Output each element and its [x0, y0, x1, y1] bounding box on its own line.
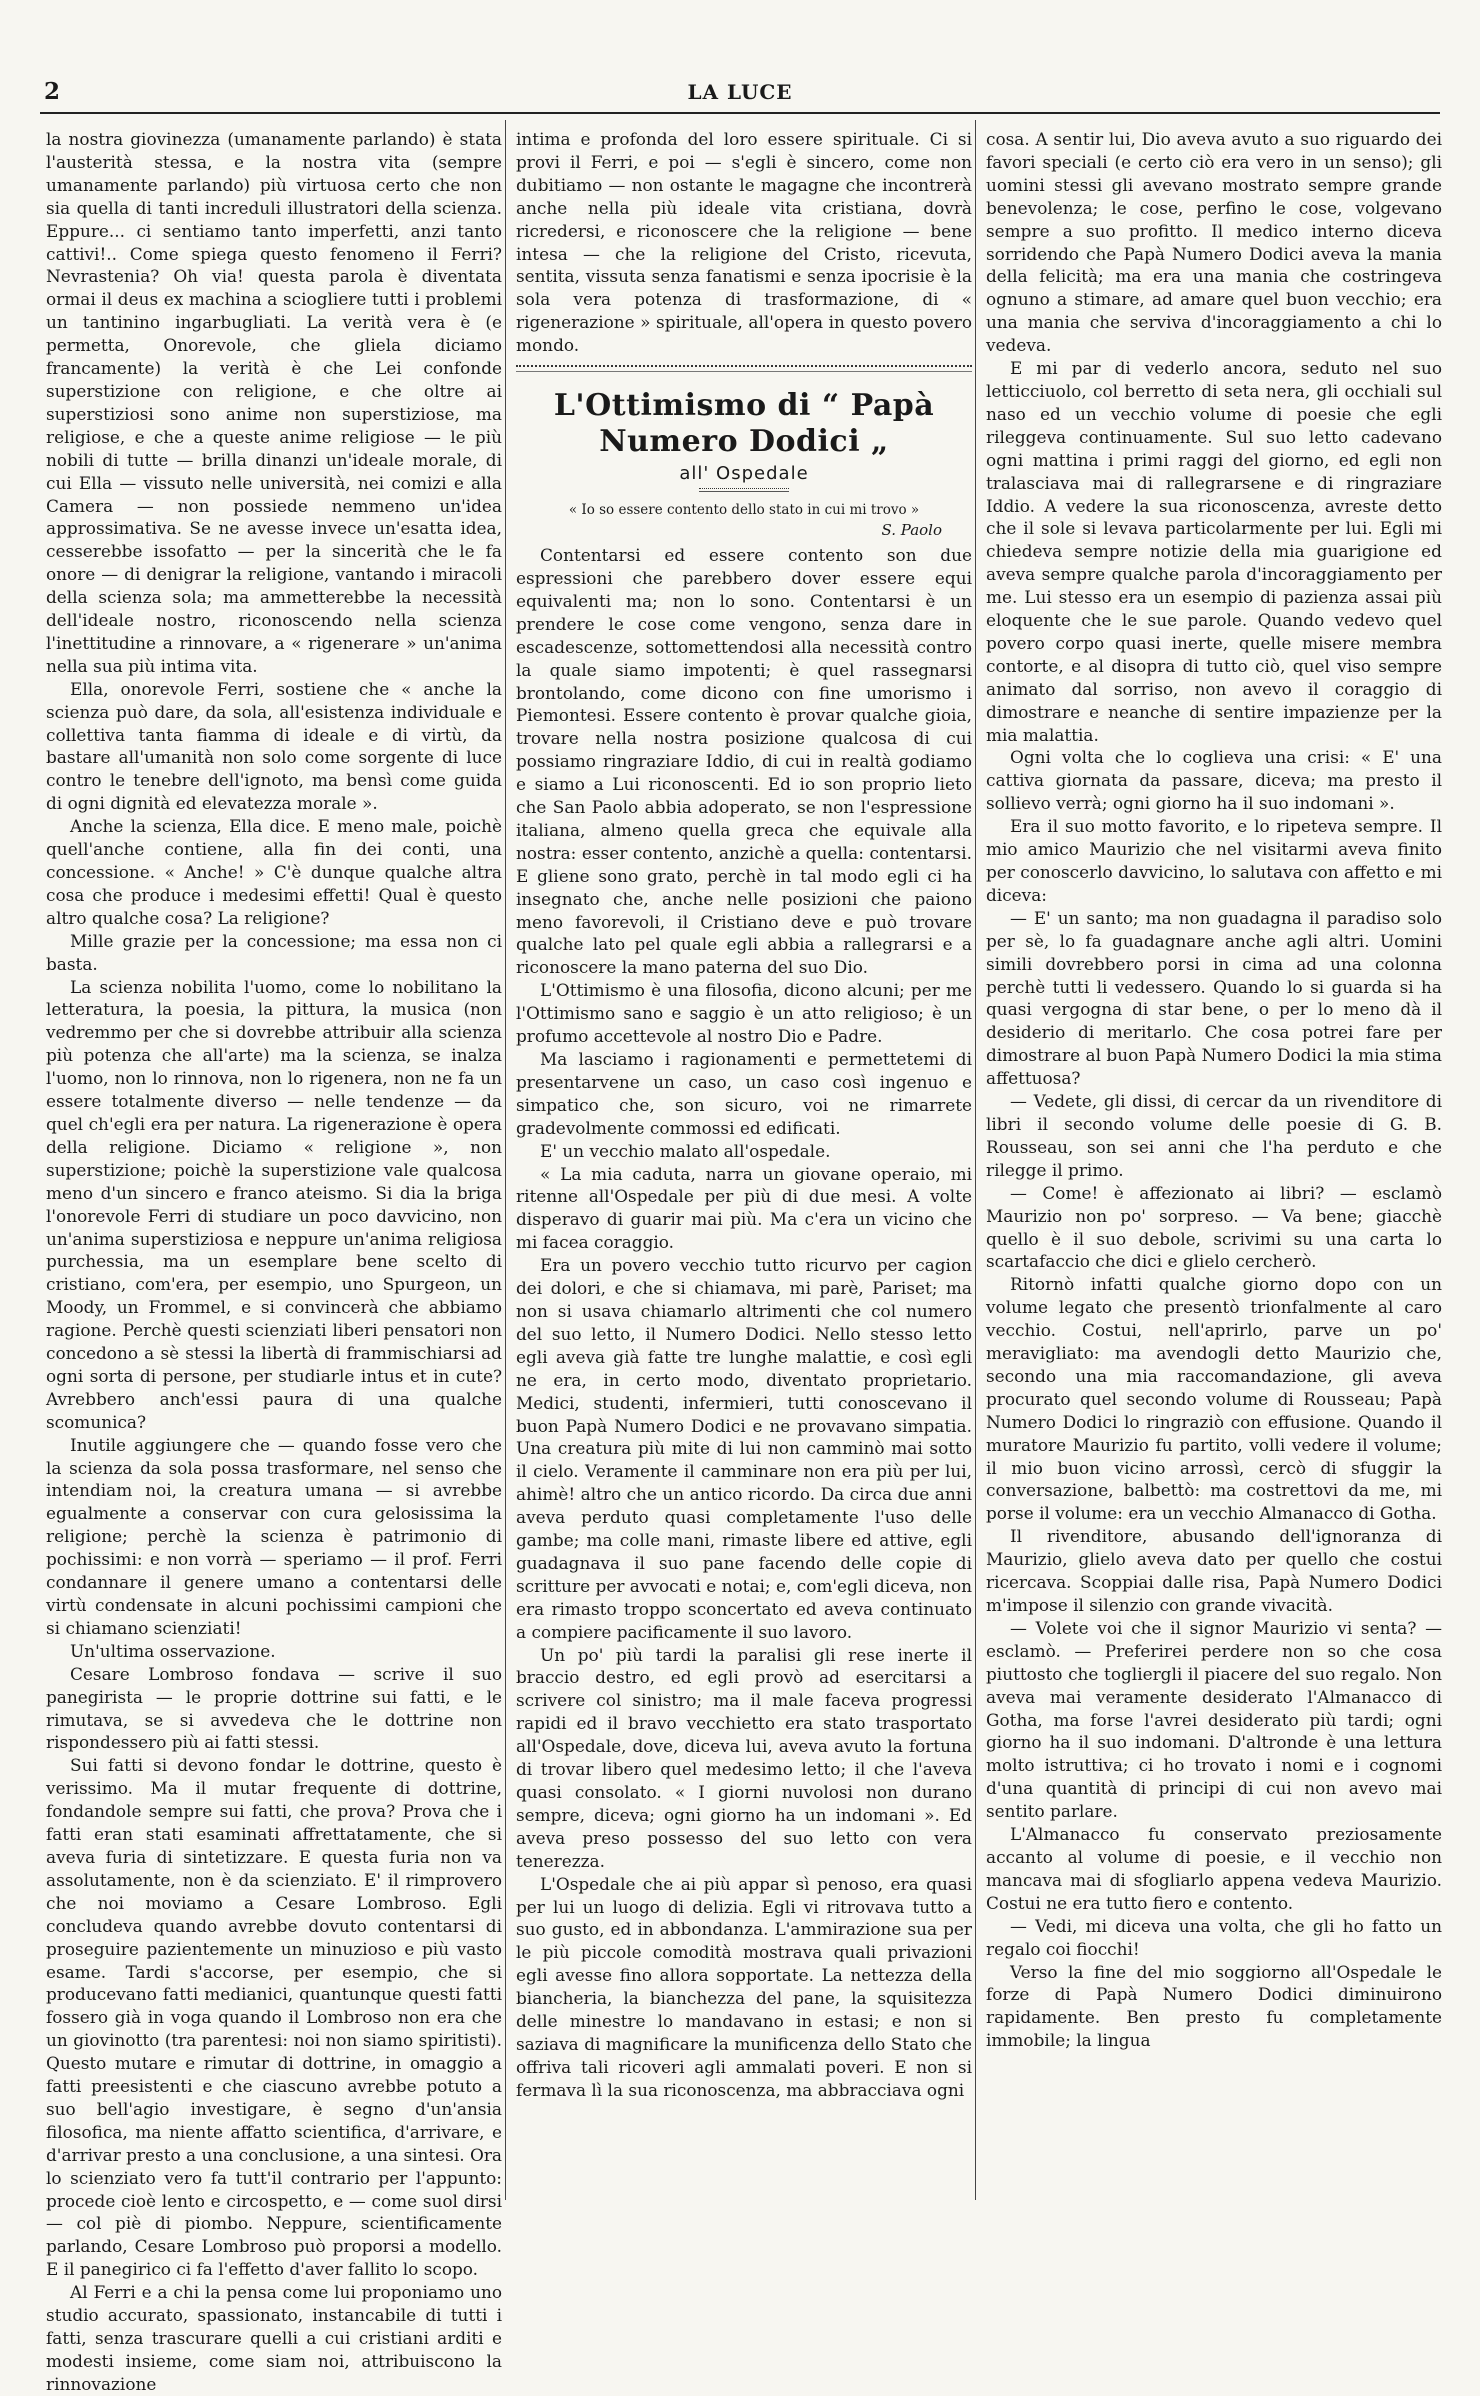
paragraph: L'Ospedale che ai più appar sì penoso, era quasi per lui un luogo di delizia. Egli vi ritrovava tutto a suo gusto, ed in abbondanza. L'ammirazione sua per le più piccole comodità mostrava quali privazioni egli avesse fino allora sopportate. La nettezza della biancheria, la bianchezza del pane, la squisitezza delle minestre lo mandavano in estasi; e non si saziava di magnificare la munificenza dello Stato che offriva tali ricoveri agli ammalati poveri. E non si fermava lì la sua riconoscenza, ma abbracciava ogni	[516, 1873, 972, 2100]
paragraph: Un po' più tardi la paralisi gli rese inerte il braccio destro, ed egli provò ad esercitarsi a scrivere col sinistro; ma il male faceva progressi rapidi ed il bravo vecchietto era stato trasportato all'Ospedale, dove, diceva lui, aveva avuto la fortuna di trovar libero quel medesimo letto; il che l'aveva quasi consolato. « I giorni nuvolosi non durano sempre, diceva; ogni giorno ha un indomani ». Ed aveva preso possesso del suo letto con vera tenerezza.	[516, 1644, 972, 1871]
paragraph: Contentarsi ed essere contento son due espressioni che parebbero dover essere equi equivalenti ma; non lo sono. Contentarsi è un prendere le cose come vengono, senza dare in escadescenze, sottomettendosi alla necessità contro la quale siamo impotenti; è quel rassegnarsi brontolando, come dicono con fine umorismo i Piemontesi. Essere contento è provar qualche gioia, trovare nella nostra posizione qualcosa di cui possiamo ringraziare Iddio, di cui in realtà godiamo e siamo a Lui riconoscenti. Ed io son proprio lieto che San Paolo abbia adoperato, se non l'espressione italiana, almeno quella greca che equivale alla nostra: esser contento, anzichè a quella: contentarsi. E gliene sono grato, perchè in tal modo egli ci ha insegnato che, anche nelle posizioni che paiono meno favorevoli, il Cristiano deve e può trovare qualche lato pel quale egli abbia a rallegrarsi e a riconoscere la mano paterna del suo Dio.	[516, 545, 972, 978]
newspaper-title: LA LUCE	[687, 80, 793, 104]
article-title: L'Ottimismo di “ Papà Numero Dodici „	[553, 388, 935, 460]
article-subtitle: all' Ospedale	[679, 463, 809, 485]
paragraph: — Vedete, gli dissi, di cercar da un rivenditore di libri il secondo volume delle poesie di G. B. Rousseau, son sei anni che l'ha perduto e che rilegge il primo.	[986, 1091, 1442, 1180]
paragraph: Ella, onorevole Ferri, sostiene che « anche la scienza può dare, da sola, all'esistenza individuale e collettiva tanta fiamma di ideale e di virtù, da bastare all'umanità non solo come sorgente di luce contro le tenebre dell'ignoto, ma bensì come guida di ogni dignità ed elevatezza morale ».	[46, 678, 502, 814]
paragraph: — Vedi, mi diceva una volta, che gli ho fatto un regalo coi fiocchi!	[986, 1915, 1442, 1959]
paragraph: Era il suo motto favorito, e lo ripeteva sempre. Il mio amico Maurizio che nel visitarmi aveva finito per conoscerlo davvicino, lo salutava con affetto e mi diceva:	[986, 816, 1442, 905]
paragraph: Verso la fine del mio soggiorno all'Ospedale le forze di Papà Numero Dodici diminuirono rapidamente. Ben presto fu completamente immobile; la lingua	[986, 1961, 1442, 2051]
paragraph: — E' un santo; ma non guadagna il paradiso solo per sè, lo fa guadagnare anche agli altri. Uomini simili dovrebbero porsi in cima ad una colonna perchè tutti li vedessero. Quando lo si guarda si ha quasi vergogna di star bene, o per lo meno dà il desiderio di meritarlo. Che cosa potrei fare per dimostrare al buon Papà Numero Dodici la mia stima affettuosa?	[986, 907, 1442, 1089]
paragraph: Ogni volta che lo coglieva una crisi: « E' una cattiva giornata da passare, diceva; ma presto il sollievo verrà; ogni giorno ha il suo indomani ».	[986, 747, 1442, 814]
paragraph: Ma lasciamo i ragionamenti e permettetemi di presentarvene un caso, un caso così ingenuo e simpatico che, son sicuro, voi ne rimarrete gradevolmente commossi ed edificati.	[516, 1049, 972, 1138]
epigraph-author: S. Paolo	[881, 521, 942, 540]
paragraph: Un'ultima osservazione.	[70, 1640, 276, 1661]
paragraph: E' un vecchio malato all'ospedale.	[540, 1140, 831, 1161]
paragraph: — Come! è affezionato ai libri? — esclamò Maurizio non po' sorpreso. — Va bene; giacchè quello è il suo debole, scrivimi su una carta lo scartafaccio che dici e glielo cercherò.	[986, 1182, 1442, 1272]
paragraph: Ritornò infatti qualche giorno dopo con un volume legato che presentò trionfalmente al caro vecchio. Costui, nell'aprirlo, parve un po' meravigliato: ma avendogli detto Maurizio che, secondo una mia raccomandazione, gli aveva procurato quel secondo volume di Rousseau; Papà Numero Dodici lo ringraziò con effusione. Quando il muratore Maurizio fu partito, volli vedere il volume; il mio buon vicino arrossì, cercò di sfuggir la conversazione, balbettò: ma costrettovi da me, mi porse il volume: era un vecchio Almanacco di Gotha.	[986, 1274, 1442, 1524]
paragraph: intima e profonda del loro essere spirituale. Ci si provi il Ferri, e poi — s'egli è sincero, come non dubitiamo — non ostante le magagne che incontrerà anche nella più ideale vita cristiana, dovrà ricredersi, e riconoscere che la religione — bene intesa — che la religione del Cristo, ricevuta, sentita, vissuta senza fanatismi e senza ipocrisie è la sola vera potenza di trasformazione, di « rigenerazione » spirituale, all'opera in questo povero mondo.	[516, 129, 972, 356]
paragraph: cosa. A sentir lui, Dio aveva avuto a suo riguardo dei favori speciali (e certo ciò era vero in un senso); gli uomini stessi gli avevano mostrato sempre grande benevolenza; le cose, perfino le cose, volgevano sempre a suo profitto. Il medico interno diceva sorridendo che Papà Numero Dodici aveva la mania della felicità; ma era una mania che costringeva ognuno a stimare, ad amare quel buon vecchio; era una mania che serviva d'incoraggiamento a chi lo vedeva.	[986, 129, 1442, 356]
paragraph: Anche la scienza, Ella dice. E meno male, poichè quell'anche contiene, alla fin dei conti, una concessione. « Anche! » C'è dunque qualche altra cosa che produce i medesimi effetti! Qual è questo altro qualche cosa? La religione?	[46, 816, 502, 928]
paragraph: La scienza nobilita l'uomo, come lo nobilitano la letteratura, la poesia, la pittura, la musica (non vedremmo per che si dovrebbe attribuir alla scienza più potenza che all'arte) ma la scienza, se inalza l'uomo, non lo rinnova, non lo rigenera, non ne fa un essere totalmente diverso — nelle tendenze — da quel ch'egli era per natura. La rigenerazione è opera della religione. Diciamo « religione », non superstizione; poichè la superstizione vale qualcosa meno d'un sincero e franco ateismo. Si dia la briga l'onorevole Ferri di studiare un poco davvicino, non un'anima superstiziosa e neppure un'anima religiosa purchessia, ma un esemplare bene scelto di cristiano, com'era, per esempio, uno Spurgeon, un Moody, un Frommel, e si convincerà che abbiamo ragione. Perchè questi scienziati liberi pensatori non concedono a sè stessi la libertà di frammischiarsi ad ogni sorta di persone, per studiarle intus et in cute? Avrebbero anch'essi paura di una qualche scomunica?	[46, 976, 502, 1432]
paragraph: Era un povero vecchio tutto ricurvo per cagion dei dolori, e che si chiamava, mi parè, Pariset; ma non si usava chiamarlo altrimenti che col numero del suo letto, il Numero Dodici. Nello stesso letto egli aveva già fatte tre lunghe malattie, e così egli ne era, in certo modo, diventato proprietario. Medici, studenti, infermieri, tutti conoscevano il buon Papà Numero Dodici e ne provavano simpatia. Una creatura più mite di lui non camminò mai sotto il cielo. Veramente il camminare non era più per lui, ahimè! altro che un antico ricordo. Da circa due anni aveva perduto quasi completamente l'uso delle gambe; ma colle mani, rimaste libere ed attive, egli guadagnava il suo pane facendo delle copie di scritture per avvocati e notai; e, com'egli diceva, non era rimasto troppo sconcertato ed aveva continuato a compiere pacificamente il suo lavoro.	[516, 1255, 972, 1642]
paragraph: Sui fatti si devono fondar le dottrine, questo è verissimo. Ma il mutar frequente di dottrine, fondandole sempre sui fatti, che prova? Prova che i fatti eran stati esaminati affrettatamente, che si aveva furia di sintetizzare. E questa furia non va assolutamente, non è da scienziato. E' il rimprovero che noi moviamo a Cesare Lombroso. Egli concludeva quando avrebbe dovuto contentarsi di proseguire pazientemente un minuzioso e più vasto esame. Tardi s'accorse, per esempio, che si producevano fatti medianici, quantunque questi fatti fossero già in voga quando il Lombroso non era che un giovinotto (tra parentesi: noi non siamo spiritisti). Questo mutare e rimutar di dottrine, in omaggio a fatti preesistenti e che ciascuno avrebbe potuto a suo bell'agio investigare, è segno d'un'ansia filosofica, ma niente affatto scientifica, d'arrivare, e d'arrivar presto a una conclusione, a una sintesi. Ora lo scienziato vero fa tutt'il contrario per l'appunto: procede cioè lento e circospetto, e — come suol dirsi — col piè di piombo. Neppure, scientificamente parlando, Cesare Lombroso può proporsi a modello. E il panegirico ci fa l'effetto d'aver fallito lo scopo.	[46, 1755, 502, 2280]
epigraph: « Io so essere contento dello stato in cui mi trovo »	[568, 502, 920, 519]
paragraph: Al Ferri e a chi la pensa come lui proponiamo uno studio accurato, spassionato, instancabile di tutti i fatti, senza trascurare quelli a cui cristiani arditi e modesti insieme, come siam noi, attribuiscono la rinnovazione	[46, 2282, 502, 2394]
paragraph: Inutile aggiungere che — quando fosse vero che la scienza da sola possa trasformare, nel senso che intendiam noi, la creatura umana — si avrebbe egualmente a conservar con cura gelosissima la religione; perchè la scienza è patrimonio di pochissimi: e non vorrà — speriamo — il prof. Ferri condannare il genere umano a contentarsi delle virtù condensate in alcuni pochissimi campioni che si chiamano scienziati!	[46, 1434, 502, 1638]
paragraph: L'Ottimismo è una filosofia, dicono alcuni; per me l'Ottimismo sano e saggio è un atto religioso; è un profumo accettevole al nostro Dio e Padre.	[516, 980, 972, 1047]
page-header	[40, 78, 1440, 114]
paragraph: — Volete voi che il signor Maurizio vi senta? — esclamò. — Preferirei perdere non so che cosa piuttosto che togliergli il piacere del suo regalo. Non aveva mai veramente desiderato l'Almanacco di Gotha, ma forse l'avrei desiderato più tardi; ogni giorno ha il suo indomani. D'altronde è una lettura molto istruttiva; ci ho trovato i nomi e i cognomi d'una quantità di principi di cui non avevo mai sentito parlare.	[986, 1617, 1442, 1822]
page-number: 2	[44, 78, 61, 105]
column-rule	[505, 120, 506, 2200]
column-rule	[975, 120, 976, 2200]
title-ornament	[699, 488, 789, 492]
paragraph: la nostra giovinezza (umanamente parlando) è stata l'austerità stessa, e la nostra vita (sempre umanamente parlando) più virtuosa certo che non sia quella di tanti increduli illustratori della scienza. Eppure... ci sentiamo tanto imperfetti, anzi tanto cattivi!.. Come spiega questo fenomeno il Ferri? Nevrastenia? Oh via! questa parola è diventata ormai il deus ex machina a sciogliere tutti i problemi un tantinino ingarbugliati. La verità vera è (e permetta, Onorevole, che gliela diciamo francamente) la verità è che Lei confonde superstizione con religione, e che oltre ai superstiziosi sono anime non superstiziose, ma religiose, e che a queste anime religiose — le più nobili di tutte — brilla dinanzi un'ideale morale, di cui Ella — vissuto nelle università, nei comizi e alla Camera — non possiede nemmeno un'idea approssimativa. Se ne avesse invece un'esatta idea, cesserebbe issofatto — per la sincerità che le fa onore — di denigrar la religione, vantando i miracoli della scienza sola; ma ammetterebbe la necessità dell'ideale nostro, riconoscendo nella scienza l'inettitudine a rinnovare, a « rigenerare » un'anima nella sua più intima vita.	[46, 129, 502, 676]
section-divider	[516, 365, 972, 372]
paragraph: Cesare Lombroso fondava — scrive il suo panegirista — le proprie dottrine sui fatti, e le rimutava, se si avvedeva che le dottrine non rispondessero più ai fatti stessi.	[46, 1663, 502, 1753]
paragraph: L'Almanacco fu conservato preziosamente accanto al volume di poesie, e il vecchio non mancava mai di sfogliarlo appena vedeva Maurizio. Costui ne era tutto fiero e contento.	[986, 1824, 1442, 1913]
paragraph: Mille grazie per la concessione; ma essa non ci basta.	[46, 930, 502, 974]
column-1	[46, 128, 502, 2394]
column-2	[516, 128, 972, 2203]
paragraph: Il rivenditore, abusando dell'ignoranza di Maurizio, glielo aveva dato per quello che costui ricercava. Scoppiai dalle risa, Papà Numero Dodici m'impose il silenzio con grande vivacità.	[986, 1526, 1442, 1615]
paragraph: « La mia caduta, narra un giovane operaio, mi ritenne all'Ospedale per più di due mesi. A volte disperavo di guarir mai più. Ma c'era un vicino che mi facea coraggio.	[516, 1163, 972, 1253]
column-3	[986, 128, 1442, 2203]
paragraph: E mi par di vederlo ancora, seduto nel suo letticciuolo, col berretto di seta nera, gli occhiali sul naso ed un vecchio volume di poesie che egli rileggeva continuamente. Sul suo letto cadevano ogni mattina i primi raggi del giorno, ed egli non tralasciava mai di rallegrarsene e di ringraziare Iddio. A vedere la sua riconoscenza, avreste detto che il sole si levava particolarmente per lui. Egli mi chiedeva sempre notizie della mia guarigione ed aveva sempre qualche parola d'incoraggiamento per me. Lui stesso era un esempio di pazienza assai più eloquente che le sue parole. Quando vedevo quel povero corpo quasi inerte, quelle misere membra contorte, e al disopra di tutto ciò, quel viso sempre animato dal sorriso, non avevo il coraggio di dimostrare e neanche di sentire impazienze per la mia malattia.	[986, 358, 1442, 745]
